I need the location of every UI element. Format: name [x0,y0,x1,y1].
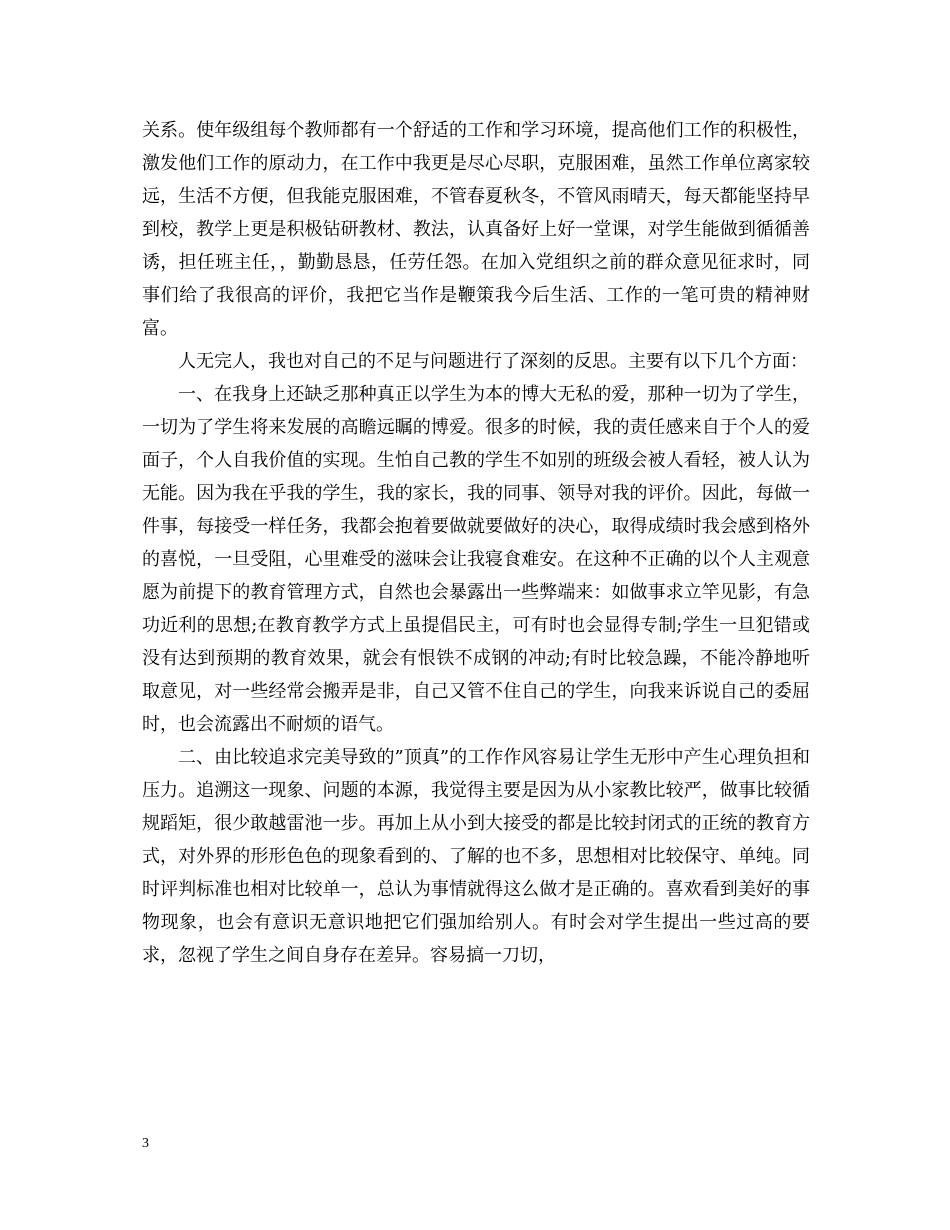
paragraph-point-one: 一、在我身上还缺乏那种真正以学生为本的博大无私的爱，那种一切为了学生，一切为了学生将来发展的高瞻远瞩的博爱。很多的时候，我的责任感来自于个人的爱面子，个人自我价值的实现。生怕自己教的学生不如别的班级会被人看轻，被人认为无能。因为我在乎我的学生，我的家长，我的同事、领导对我的评价。因此，每做一件事，每接受一样任务，我都会抱着要做就要做好的决心，取得成绩时我会感到格外的喜悦，一旦受阻，心里难受的滋味会让我寝食难安。在这种不正确的以个人主观意愿为前提下的教育管理方式，自然也会暴露出一些弊端来：如做事求立竿见影，有急功近利的思想;在教育教学方式上虽提倡民主，可有时也会显得专制;学生一旦犯错或没有达到预期的教育效果，就会有恨铁不成钢的冲动;有时比较急躁，不能冷静地听取意见，对一些经常会搬弄是非，自己又管不住自己的学生，向我来诉说自己的委屈时，也会流露出不耐烦的语气。 [142,384,810,735]
paragraph-continuation: 关系。使年级组每个教师都有一个舒适的工作和学习环境，提高他们工作的积极性，激发他们工作的原动力，在工作中我更是尽心尽职，克服困难，虽然工作单位离家较远，生活不方便，但我能克服困难，不管春夏秋冬，不管风雨晴天，每天都能坚持早到校，教学上更是积极钻研教材、教法，认真备好上好一堂课，对学生能做到循循善诱，担任班主任，，勤勤恳恳，任劳任怨。在加入党组织之前的群众意见征求时，同事们给了我很高的评价，我把它当作是鞭策我今后生活、工作的一笔可贵的精神财富。 [142,120,810,339]
paragraph-point-two: 二、由比较追求完美导致的”顶真”的工作作风容易让学生无形中产生心理负担和压力。追溯这一现象、问题的本源，我觉得主要是因为从小家教比较严，做事比较循规蹈矩，很少敢越雷池一步。再加上从小到大接受的都是比较封闭式的正统的教育方式，对外界的形形色色的现象看到的、了解的也不多，思想相对比较保守、单纯。同时评判标准也相对比较单一，总认为事情就得这么做才是正确的。喜欢看到美好的事物现象，也会有意识无意识地把它们强加给别人。有时会对学生提出一些过高的要求，忽视了学生之间自身存在差异。容易搞一刀切， [142,747,810,966]
paragraph-reflection-intro: 人无完人，我也对自己的不足与问题进行了深刻的反思。主要有以下几个方面： [178,351,808,372]
document-body [142,114,810,972]
page-number: 3 [142,1136,149,1151]
